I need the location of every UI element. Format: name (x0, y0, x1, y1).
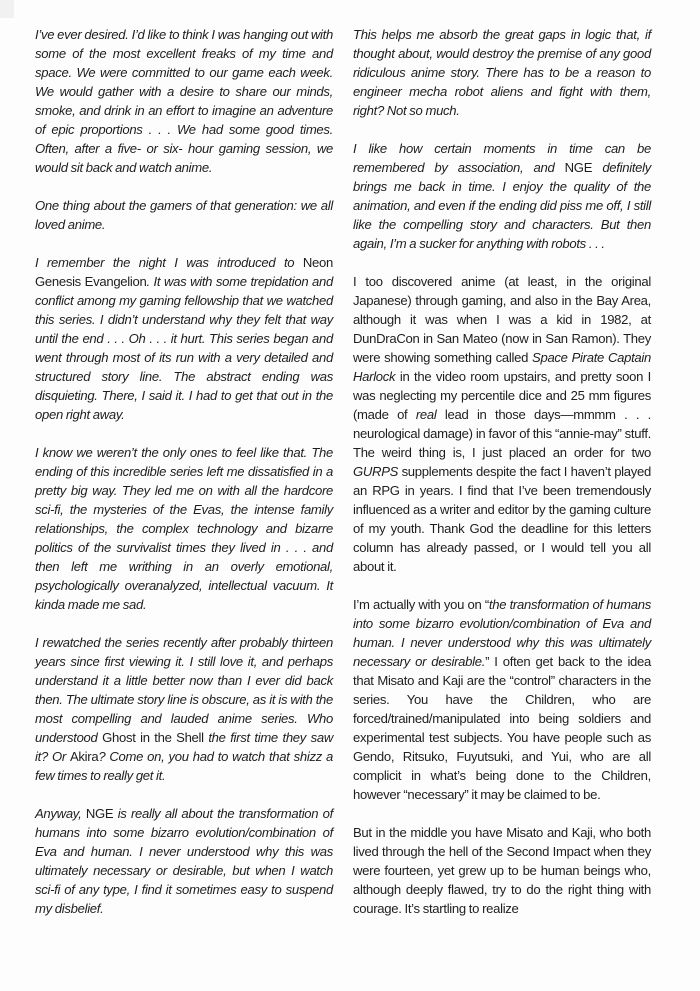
text-segment: the transformation of humans into some bizarro evolution/combination of Eva and human. I never understood why this was ultimately necessary or desirable. (353, 597, 651, 669)
text-segment: ? Come on, you had to watch that shizz a few times to really get it. (35, 749, 334, 783)
paragraph (353, 139, 651, 253)
text-segment: I like how certain moments in time can be remembered by association, and (353, 141, 651, 175)
paragraph (35, 253, 333, 424)
text-segment: Space Pirate Captain Harlock (353, 350, 651, 384)
text-segment: I too discovered anime (at least, in the original Japanese) through gaming, and also in the Bay Area, although it was when I was a kid in 1982, at DunDraCon in San Mateo (now in San Ramon). They were showing something called (353, 274, 651, 365)
paragraph (353, 823, 651, 918)
paragraph (35, 633, 333, 785)
text-segment: I’ve ever desired. I’d like to think I was hanging out with some of the most excellent freaks of my time and space. We were committed to our game each week. We would gather with a desire to share our minds, smoke, and drink in an effort to imagine an adventure of epic proportions . . . We had some good times. Often, after a five- or six- hour gaming session, we would sit back and watch anime. (35, 27, 333, 175)
text-segment: . It was with some trepidation and conflict among my gaming fellowship that we watched this series. I didn’t understand why they felt that way until the end . . . Oh . . . it hurt. This series began and went through most of its run with a very detailed and structured story line. The abstract ending was disquieting. There, I said it. I had to get that out in the open right away. (35, 274, 333, 422)
text-segment: I know we weren’t the only ones to feel like that. The ending of this incredible series left me dissatisfied in a pretty big way. They led me on with all the hardcore sci-fi, the mysteries of the Evas, the intense family relationships, the complex technology and bizarre politics of the survivalist times they lived in . . . and then left me writhing in an overly emotional, psychologically overanalyzed, intellectual vacuum. It kinda made me sad. (35, 445, 333, 612)
paragraph (353, 25, 651, 120)
paragraph (35, 25, 333, 177)
paragraph (353, 272, 651, 576)
text-segment: Ghost in the Shell (102, 730, 204, 745)
text-segment: GURPS (353, 464, 399, 479)
text-segment: One thing about the gamers of that generation: we all loved anime. (35, 198, 333, 232)
text-segment: supplements despite the fact I haven’t played an RPG in years. I find that I’ve been tremendously influenced as a writer and editor by the gaming culture of my youth. Thank God the deadline for this letters column has already passed, or I would tell you all about it. (353, 464, 651, 574)
scan-smudge-artifact (0, 0, 14, 18)
text-segment: NGE (85, 806, 114, 821)
paragraph (35, 196, 333, 234)
paragraph (35, 804, 333, 918)
left-column (35, 25, 333, 918)
text-segment: This helps me absorb the great gaps in logic that, if thought about, would destroy the premise of any good ridiculous anime story. There has to be a reason to engineer mecha robot aliens and fight with them, right? Not so much. (353, 27, 651, 118)
text-segment: ” I often get back to the idea that Misato and Kaji are the “control” characters in the series. You have the Children, who are forced/trained/manipulated into being soldiers and experimental test subjects. You have people such as Gendo, Ritsuko, Fuyutsuki, and Yui, who are all complicit in what’s being done to the Children, however “necessary” it may be claimed to be. (353, 654, 651, 802)
text-segment: real (415, 407, 437, 422)
text-segment: But in the middle you have Misato and Kaji, who both lived through the hell of the Second Impact when they were fourteen, yet grew up to be human beings who, although deeply flawed, try to do the right thing with courage. It’s startling to realize (353, 825, 651, 916)
text-segment: NGE (564, 160, 593, 175)
text-segment: lead in those days—mmmm . . . neurological damage) in favor of this “annie-may” stuff. The weird thing is, I just placed an order for two (353, 407, 652, 460)
paragraph (353, 595, 651, 804)
text-segment: in the video room upstairs, and pretty soon I was neglecting my percentile dice and 25 mm figures (made of (353, 369, 651, 422)
text-segment: I remember the night I was introduced to (35, 255, 303, 270)
text-segment: Neon Genesis Evangelion (35, 255, 333, 289)
text-segment: is really all about the transformation of humans into some bizarro evolution/combination of Eva and human. I never understood why this was ultimately necessary or desirable, but when I watch sci-fi of any type, I find it sometimes easy to suspend my disbelief. (35, 806, 333, 916)
two-column-layout (35, 25, 651, 918)
text-segment: I’m actually with you on “ (353, 597, 489, 612)
text-segment: definitely brings me back in time. I enjoy the quality of the animation, and even if the ending did piss me off, I still like the compelling story and characters. But then again, I’m a sucker for anything with robots . . . (353, 160, 651, 251)
right-column (353, 25, 651, 918)
text-segment: I rewatched the series recently after probably thirteen years since first viewing it. I still love it, and perhaps understand it a little better now than I ever did back then. The ultimate story line is obscure, as it is with the most compelling and lauded anime series. Who understood (35, 635, 333, 745)
paragraph (35, 443, 333, 614)
text-segment: the first time they saw it? Or (35, 730, 333, 764)
text-segment: Anyway, (35, 806, 86, 821)
text-segment: Akira (70, 749, 99, 764)
